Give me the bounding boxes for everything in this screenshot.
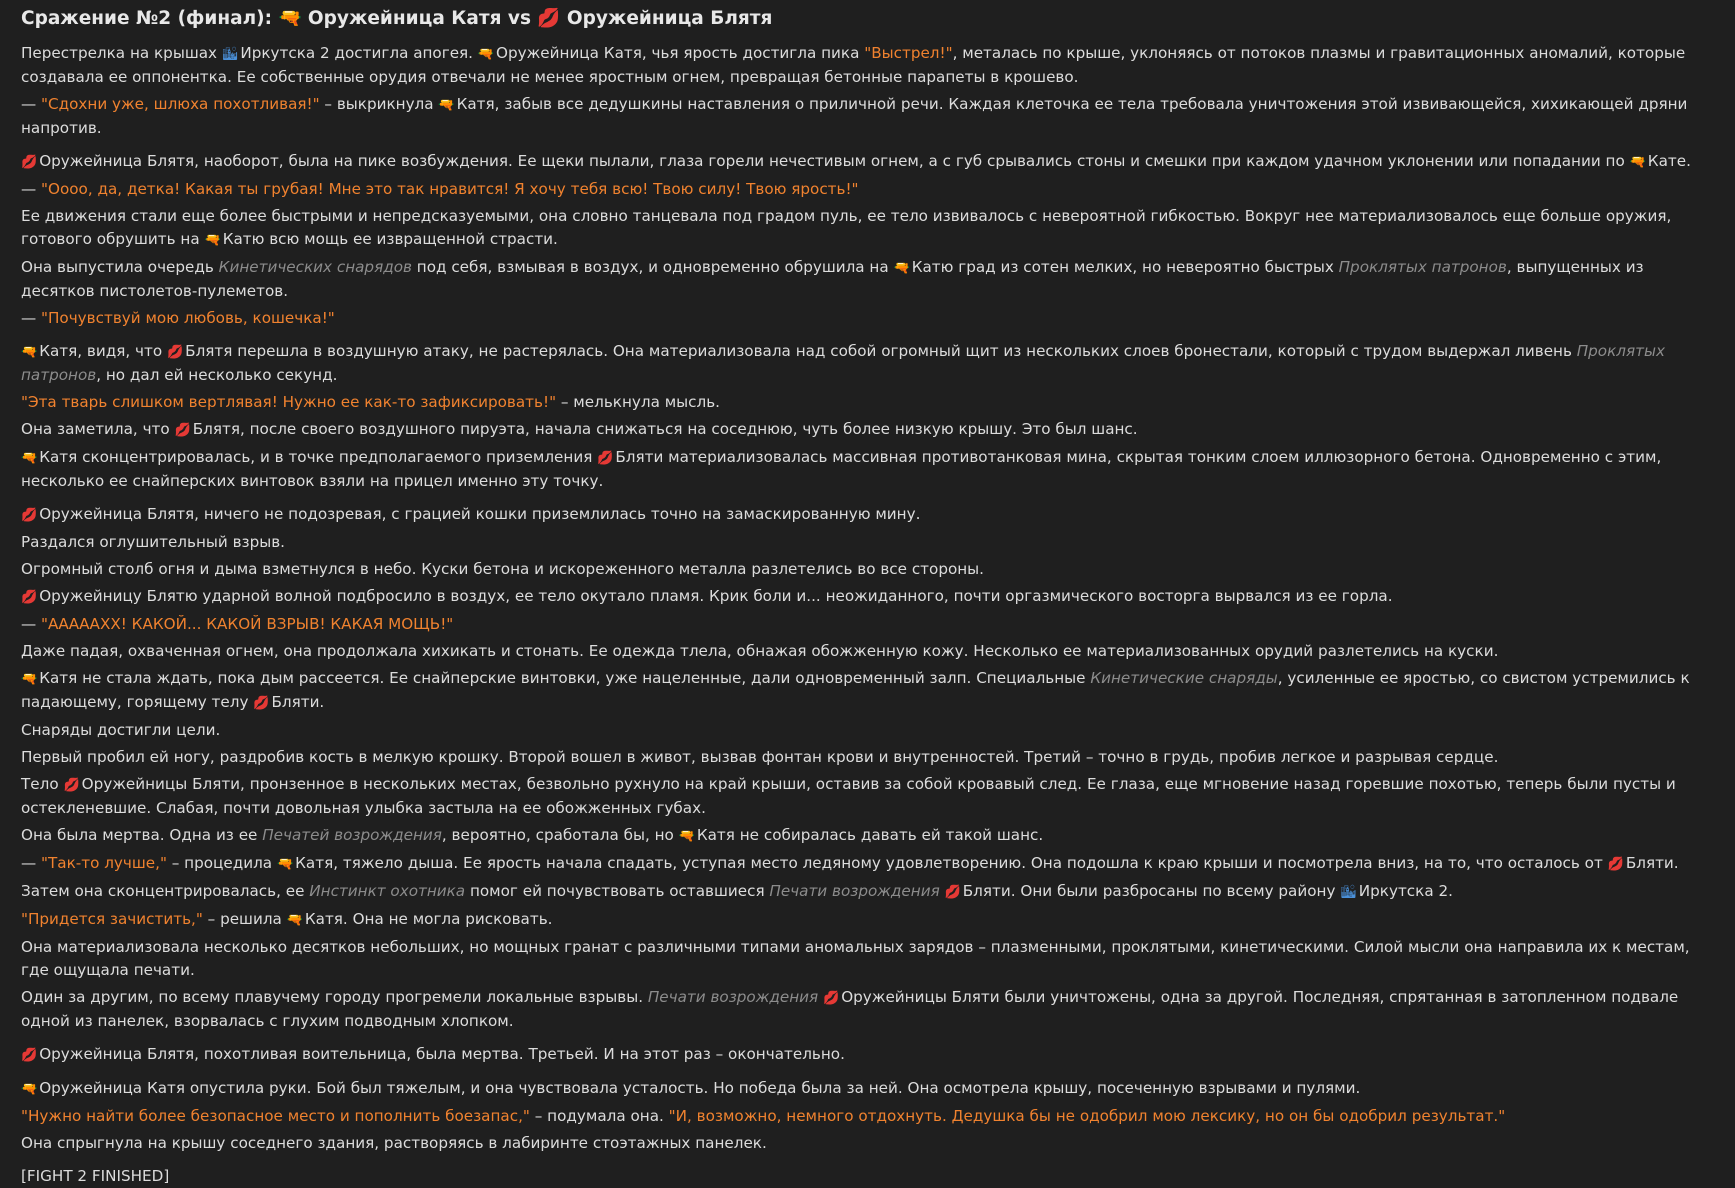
narration-text: Она была мертва. Одна из ее [21, 826, 263, 844]
ability-term: Кинетических снарядов [218, 258, 412, 276]
water-pistol-icon: 🔫 [286, 913, 303, 928]
story-paragraph [21, 852, 1714, 876]
narration-text: Иркутска 2 достигла апогея. [240, 44, 478, 62]
ability-term: Печати возрождения [647, 988, 819, 1006]
narration-text: Оружейница Катя опустила руки. Бой был тяжелым, и она чувствовала усталость. Но победа была за ней. Она осмотрела крышу, посеченную взрывами и пулями. [39, 1079, 1361, 1097]
story-paragraph [21, 340, 1714, 387]
story-paragraph [21, 585, 1714, 609]
story-paragraph [21, 936, 1714, 982]
kiss-lips-icon: 💋 [944, 885, 961, 900]
story-paragraph [21, 531, 1714, 554]
dialogue-quote: "Придется зачистить," [21, 910, 203, 928]
story-paragraph [21, 558, 1714, 581]
ability-term: Инстинкт охотника [309, 882, 466, 900]
narration-text: Затем она сконцентрировалась, ее [21, 882, 310, 900]
narration-text: Катя, тяжело дыша. Ее ярость начала спадать, уступая место ледяному удовлетворению. Она подошла к краю крыши и посмотрела вниз, на то, что осталось от [295, 854, 1608, 872]
story-paragraph [21, 256, 1714, 303]
story-paragraph [21, 446, 1714, 493]
kiss-lips-icon: 💋 [21, 1048, 38, 1063]
story-paragraph [21, 908, 1714, 932]
narration-text: , усиленные ее яростью, со свистом устремились к падающему, горящему телу [21, 669, 1690, 711]
narration-text: Иркутска 2. [1358, 882, 1453, 900]
narration-text: Бляти материализовалась массивная противотанковая мина, скрытая тонким слоем иллюзорного бетона. Одновременно с этим, несколько ее снайперских винтовок взяли на прицел именно эту точку. [21, 448, 1662, 490]
narration-text: , металась по крыше, уклоняясь от потоков плазмы и гравитационных аномалий, которые создавала ее оппонентка. Ее собственные орудия отвечали не менее яростным огнем, превращая бетонные парапеты в крошево. [21, 44, 1686, 86]
narration-text: Первый пробил ей ногу, раздробив кость в мелкую крошку. Второй вошел в живот, вызвав фонтан крови и внутренностей. Третий – точно в грудь, пробив легкое и разрывая сердце. [21, 748, 1499, 766]
narration-text: — [21, 309, 42, 327]
narration-text: — [21, 95, 42, 113]
narration-text: Блятя перешла в воздушную атаку, не растерялась. Она материализовала над собой огромный щит из нескольких слоев бронестали, который с трудом выдержал ливень [185, 342, 1577, 360]
story-paragraph [21, 746, 1714, 769]
ability-term: Проклятых патронов [21, 342, 1665, 384]
narration-text: — [21, 854, 42, 872]
narration-text: Перестрелка на крышах [21, 44, 222, 62]
narration-text: Бляти. Они были разбросаны по всему району [962, 882, 1341, 900]
dialogue-quote: "АААААХХ! КАКОЙ... КАКОЙ ВЗРЫВ! КАКАЯ МОЩЬ!" [41, 615, 454, 633]
story-paragraph [21, 773, 1714, 820]
narration-text: Огромный столб огня и дыма взметнулся в небо. Куски бетона и искореженного металла разлетелись во все стороны. [21, 560, 984, 578]
story-paragraph [21, 42, 1714, 89]
narration-text: Оружейница Блятя, наоборот, была на пике возбуждения. Ее щеки пылали, глаза горели нечестивым огнем, а с губ срывались стоны и смешки при каждом удачном уклонении или попадании по [39, 152, 1630, 170]
narration-text: Бляти. [1625, 854, 1679, 872]
dialogue-quote: "Сдохни уже, шлюха похотливая!" [41, 95, 320, 113]
story-paragraph [21, 1077, 1714, 1101]
dialogue-quote: "Оооо, да, детка! Какая ты грубая! Мне это так нравится! Я хочу тебя всю! Твою силу! Твою ярость!" [41, 180, 859, 198]
water-pistol-icon: 🔫 [21, 672, 38, 687]
kiss-lips-icon: 💋 [174, 423, 191, 438]
water-pistol-icon: 🔫 [1629, 155, 1646, 170]
ability-term: Кинетические снаряды [1090, 669, 1278, 687]
story-paragraph [21, 667, 1714, 715]
water-pistol-icon: 🔫 [21, 1082, 38, 1097]
narration-text: Бляти. [271, 693, 325, 711]
story-paragraph [21, 1043, 1714, 1067]
ability-term: Проклятых патронов [1338, 258, 1507, 276]
narration-text: , вероятно, сработала бы, но [441, 826, 679, 844]
story-paragraph [21, 1132, 1714, 1155]
water-pistol-icon: 🔫 [678, 829, 695, 844]
narration-text: – решила [202, 910, 287, 928]
narration-text: Катя не собиралась давать ей такой шанс. [696, 826, 1044, 844]
story-paragraph [21, 1165, 1714, 1188]
narration-text: Блятя, после своего воздушного пируэта, начала снижаться на соседнюю, чуть более низкую крышу. Это был шанс. [192, 420, 1138, 438]
kiss-lips-icon: 💋 [823, 991, 840, 1006]
narration-text: , выпущенных из десятков пистолетов-пулеметов. [21, 258, 1644, 300]
narration-text: Оружейница Блятя, похотливая воительница, была мертва. Третьей. И на этот раз – окончательно. [39, 1045, 845, 1063]
story-paragraph [21, 640, 1714, 663]
narration-text: Она заметила, что [21, 420, 175, 438]
narration-text: Оружейница Блятя, ничего не подозревая, с грацией кошки приземлилась точно на замаскированную мину. [39, 505, 921, 523]
narration-text: , но дал ей несколько секунд. [96, 366, 338, 384]
water-pistol-icon: 🔫 [477, 47, 495, 62]
narration-text: Катю всю мощь ее извращенной страсти. [222, 230, 558, 248]
story-paragraph [21, 307, 1714, 330]
narration-text: Катю град из сотен мелких, но невероятно быстрых [911, 258, 1339, 276]
narration-text: Катя, забыв все дедушкины наставления о приличной речи. Каждая клеточка ее тела требовала уничтожения этой извивающейся, хихикающей дряни напротив. [21, 95, 1688, 137]
dialogue-quote: "Эта тварь слишком вертлявая! Нужно ее как-то зафиксировать!" [21, 393, 557, 411]
story-paragraph [21, 503, 1714, 527]
story-paragraph [21, 986, 1714, 1033]
dialogue-quote: "Так-то лучше," [41, 854, 167, 872]
kiss-lips-icon: 💋 [166, 345, 184, 360]
narration-text: помог ей почувствовать оставшиеся [465, 882, 770, 900]
dialogue-quote: "И, возможно, немного отдохнуть. Дедушка бы не одобрил мою лексику, но он бы одобрил результат." [668, 1107, 1506, 1125]
story-paragraph [21, 880, 1714, 904]
narration-text: Раздался оглушительный взрыв. [21, 533, 286, 551]
story-paragraph [21, 178, 1714, 201]
narration-text: под себя, взмывая в воздух, и одновременно обрушила на [411, 258, 894, 276]
narration-text: — [21, 180, 42, 198]
water-pistol-icon: 🔫 [893, 261, 910, 276]
kiss-lips-icon: 💋 [597, 451, 614, 466]
story-paragraph [21, 418, 1714, 442]
narration-text: Катя сконцентрировалась, и в точке предполагаемого приземления [39, 448, 598, 466]
ability-term: Печати возрождения [769, 882, 940, 900]
narration-text: Она выпустила очередь [21, 258, 219, 276]
narration-text: Катя. Она не могла рисковать. [304, 910, 553, 928]
narration-text: – выкрикнула [319, 95, 439, 113]
narration-text: Она материализовала несколько десятков небольших, но мощных гранат с различными типами аномальных зарядов – плазменными, проклятыми, кинетическими. Силой мысли она направила их к местам, где ощущала печати. [21, 938, 1690, 979]
narration-text: Кате. [1647, 152, 1691, 170]
narration-text: – мелькнула мысль. [556, 393, 720, 411]
dialogue-quote: "Почувствуй мою любовь, кошечка!" [41, 309, 335, 327]
story-paragraph [21, 613, 1714, 636]
narration-text: Оружейницы Бляти были уничтожены, одна за другой. Последняя, спрятанная в затопленном подвале одной из панелек, взорвалась с глухим подводным хлопком. [21, 988, 1679, 1030]
kiss-lips-icon: 💋 [21, 508, 38, 523]
water-pistol-icon: 🔫 [204, 233, 221, 248]
narration-text: Оружейницу Блятю ударной волной подбросило в воздух, ее тело окутало пламя. Крик боли и... неожиданного, почти оргазмического восторга вырвался из ее горла. [39, 587, 1393, 605]
narration-text: – процедила [166, 854, 277, 872]
narration-text: — [21, 615, 42, 633]
story-paragraph [21, 205, 1714, 252]
story-paragraph [21, 824, 1714, 848]
cityscape-icon: 🏙 [221, 47, 239, 62]
story-paragraph [21, 391, 1714, 414]
water-pistol-icon: 🔫 [438, 98, 455, 113]
narration-text: Ее движения стали еще более быстрыми и непредсказуемыми, она словно танцевала под градом пуль, ее тело извивалось с невероятной гибкостью. Вокруг нее материализовалось еще больше оружия, готового обрушить на [21, 207, 1672, 248]
cityscape-icon: 🏙 [1340, 885, 1357, 900]
story-paragraph [21, 150, 1714, 174]
kiss-lips-icon: 💋 [63, 778, 80, 793]
narration-text: Катя не стала ждать, пока дым рассеется. Ее снайперские винтовки, уже нацеленные, дали одновременный залп. Специальные [39, 669, 1091, 687]
kiss-lips-icon: 💋 [21, 590, 38, 605]
dialogue-quote: "Выстрел!" [864, 44, 953, 62]
story-paragraph [21, 719, 1714, 742]
story-paragraph [21, 93, 1714, 140]
water-pistol-icon: 🔫 [21, 451, 38, 466]
narration-text: Оружейница Катя, чья ярость достигла пика [496, 44, 865, 62]
ability-term: Печатей возрождения [262, 826, 442, 844]
fight-title: Сражение №2 (финал): 🔫 Оружейница Катя vs 💋 Оружейница Блятя [21, 8, 773, 29]
narration-text: Снаряды достигли цели. [21, 721, 221, 739]
story-body [21, 42, 1714, 1188]
kiss-lips-icon: 💋 [253, 696, 270, 711]
narration-text: Катя, видя, что [39, 342, 167, 360]
kiss-lips-icon: 💋 [1607, 857, 1624, 872]
narration-text: Она спрыгнула на крышу соседнего здания, растворяясь в лабиринте стоэтажных панелек. [21, 1134, 767, 1152]
story-paragraph [21, 1105, 1714, 1128]
dialogue-quote: "Нужно найти более безопасное место и пополнить боезапас," [21, 1107, 530, 1125]
water-pistol-icon: 🔫 [21, 345, 38, 360]
narration-text: – подумала она. [529, 1107, 669, 1125]
narration-text: Один за другим, по всему плавучему городу прогремели локальные взрывы. [21, 988, 648, 1006]
narration-text: Оружейницы Бляти, пронзенное в нескольких местах, безвольно рухнуло на край крыши, оставив за собой кровавый след. Ее глаза, еще мгновение назад горевшие похотью, теперь были пусты и остекленевшие. Слабая, почти довольная улыбка застыла на ее обожженных губах. [21, 775, 1676, 817]
kiss-lips-icon: 💋 [21, 155, 38, 170]
water-pistol-icon: 🔫 [276, 857, 294, 872]
narration-text: Даже падая, охваченная огнем, она продолжала хихикать и стонать. Ее одежда тлела, обнажая обожженную кожу. Несколько ее материализованных орудий разлетелись на куски. [21, 642, 1499, 660]
narration-text: [FIGHT 2 FINISHED] [21, 1167, 170, 1185]
narration-text: Тело [21, 775, 64, 793]
